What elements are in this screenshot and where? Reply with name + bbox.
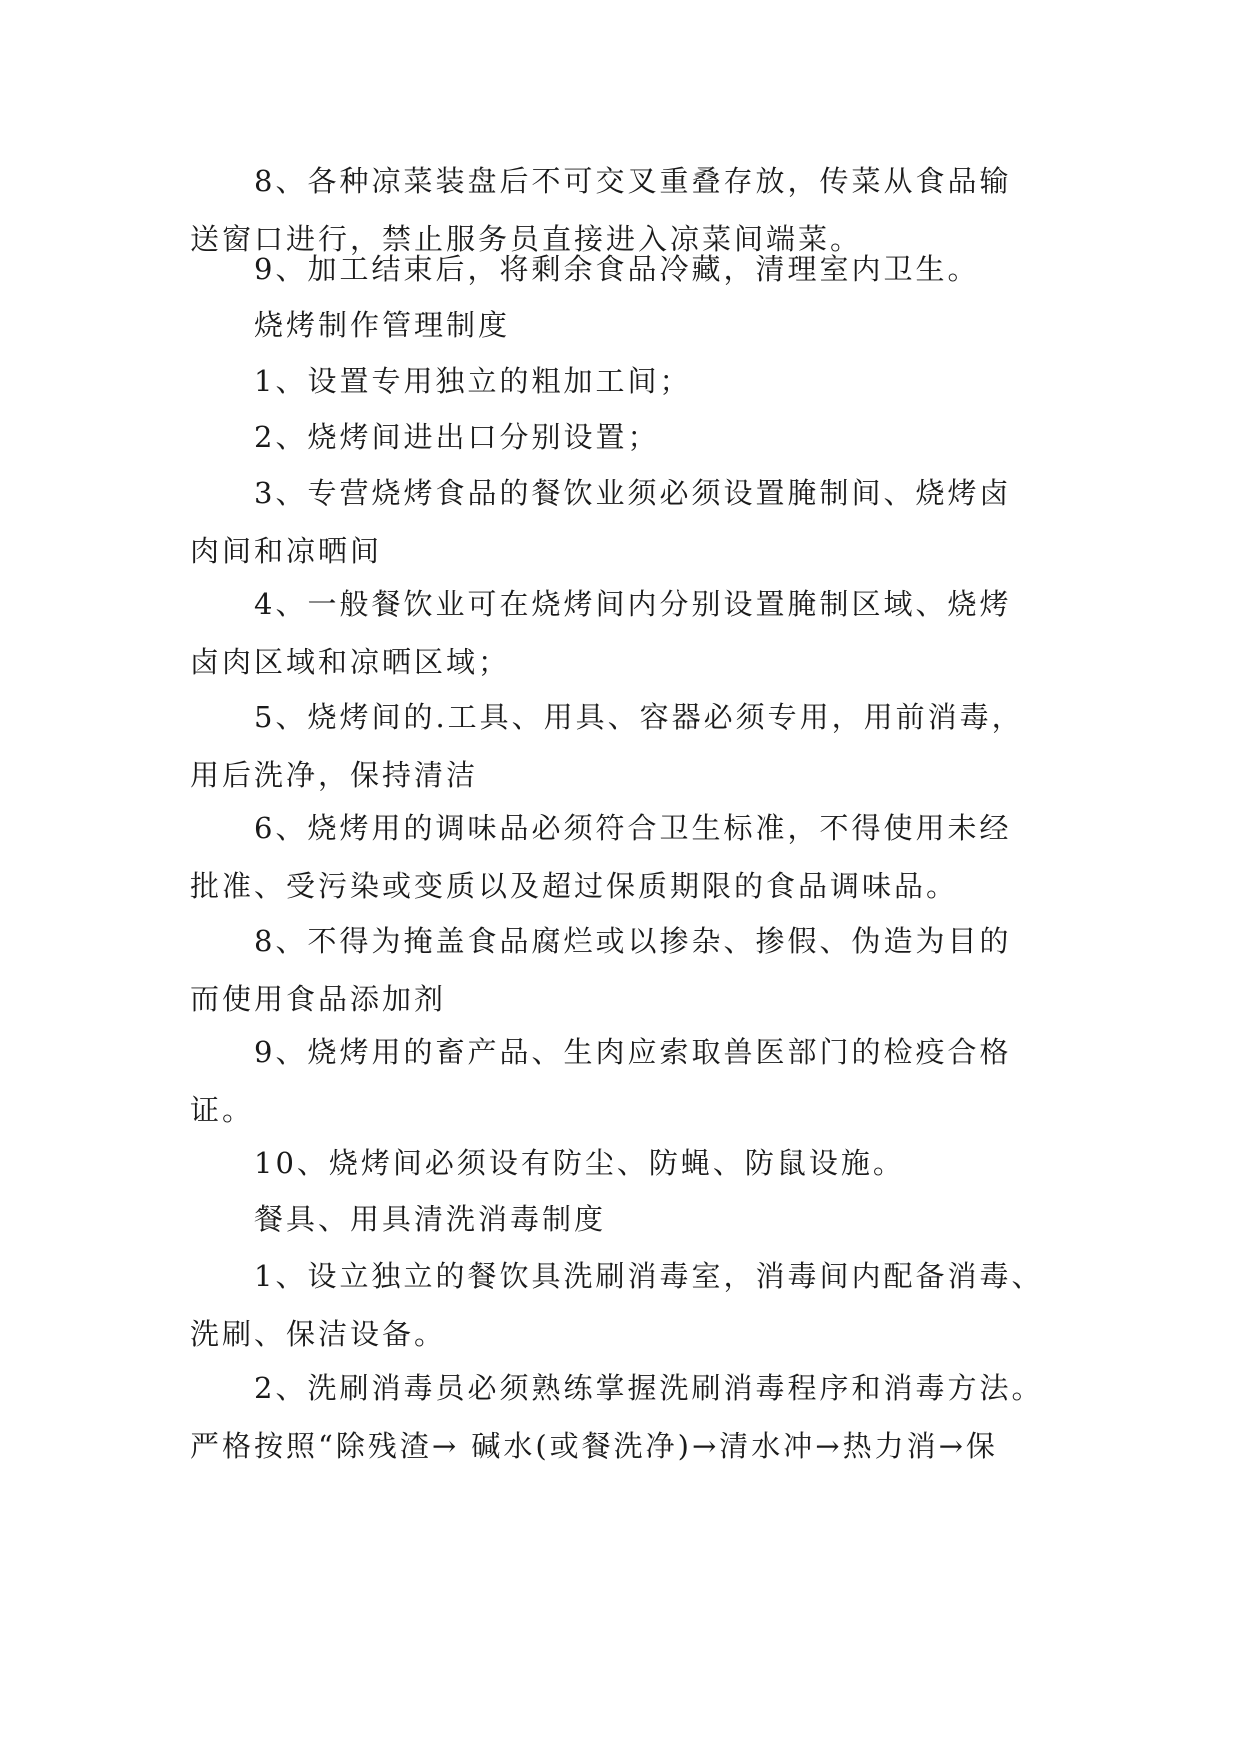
section-heading-bbq: [190, 296, 1050, 354]
text-line: 6、烧烤用的调味品必须符合卫生标准，不得使用未经: [254, 811, 1012, 845]
text-line: 8、不得为掩盖食品腐烂或以掺杂、掺假、伪造为目的: [254, 924, 1012, 958]
paragraph-bbq-3: [190, 464, 1050, 580]
text-line: 9、加工结束后，将剩余食品冷藏，清理室内卫生。: [254, 252, 980, 286]
text-line: 证。: [190, 1093, 255, 1127]
text-line: 送窗口进行，禁止服务员直接进入凉菜间端菜。: [190, 222, 863, 256]
paragraph-bbq-8: [190, 912, 1050, 1028]
paragraph-bbq-1: [190, 352, 1050, 410]
text-line: 1、设置专用独立的粗加工间；: [254, 364, 692, 398]
text-line: 5、烧烤间的.工具、用具、容器必须专用，用前消毒，: [254, 700, 1024, 734]
text-line: 批准、受污染或变质以及超过保质期限的食品调味品。: [190, 869, 959, 903]
paragraph-tableware-2: [190, 1359, 1050, 1475]
text-line: 烧烤制作管理制度: [254, 308, 511, 342]
section-heading-tableware: [190, 1190, 1050, 1248]
text-line: 4、一般餐饮业可在烧烤间内分别设置腌制区域、烧烤: [254, 587, 1012, 621]
text-line: 卤肉区域和凉晒区域；: [190, 645, 511, 679]
text-line: 肉间和凉晒间: [190, 534, 383, 568]
text-line: 8、各种凉菜装盘后不可交叉重叠存放，传菜从食品输: [254, 164, 1012, 198]
text-line: 洗刷、保洁设备。: [190, 1317, 447, 1351]
paragraph-bbq-4: [190, 575, 1050, 691]
text-line: 1、设立独立的餐饮具洗刷消毒室，消毒间内配备消毒、: [254, 1259, 1044, 1293]
text-line: 3、专营烧烤食品的餐饮业须必须设置腌制间、烧烤卤: [254, 476, 1012, 510]
paragraph-cold-dish-9: [190, 240, 1050, 298]
text-line: 9、烧烤用的畜产品、生肉应索取兽医部门的检疫合格: [254, 1035, 1012, 1069]
text-line: 严格按照“除残渣→ 碱水(或餐洗净)→清水冲→热力消→保: [190, 1429, 998, 1463]
text-line: 而使用食品添加剂: [190, 982, 447, 1016]
paragraph-tableware-1: [190, 1247, 1050, 1363]
paragraph-bbq-9: [190, 1023, 1050, 1139]
text-line: 10、烧烤间必须设有防尘、防蝇、防鼠设施。: [254, 1146, 905, 1180]
paragraph-bbq-10: [190, 1134, 1050, 1192]
text-line: 用后洗净，保持清洁: [190, 758, 479, 792]
text-line: 2、洗刷消毒员必须熟练掌握洗刷消毒程序和消毒方法。: [254, 1371, 1044, 1405]
paragraph-bbq-2: [190, 408, 1050, 466]
text-line: 餐具、用具清洗消毒制度: [254, 1202, 607, 1236]
paragraph-bbq-6: [190, 799, 1050, 915]
text-line: 2、烧烤间进出口分别设置；: [254, 420, 660, 454]
paragraph-bbq-5: [190, 688, 1050, 804]
